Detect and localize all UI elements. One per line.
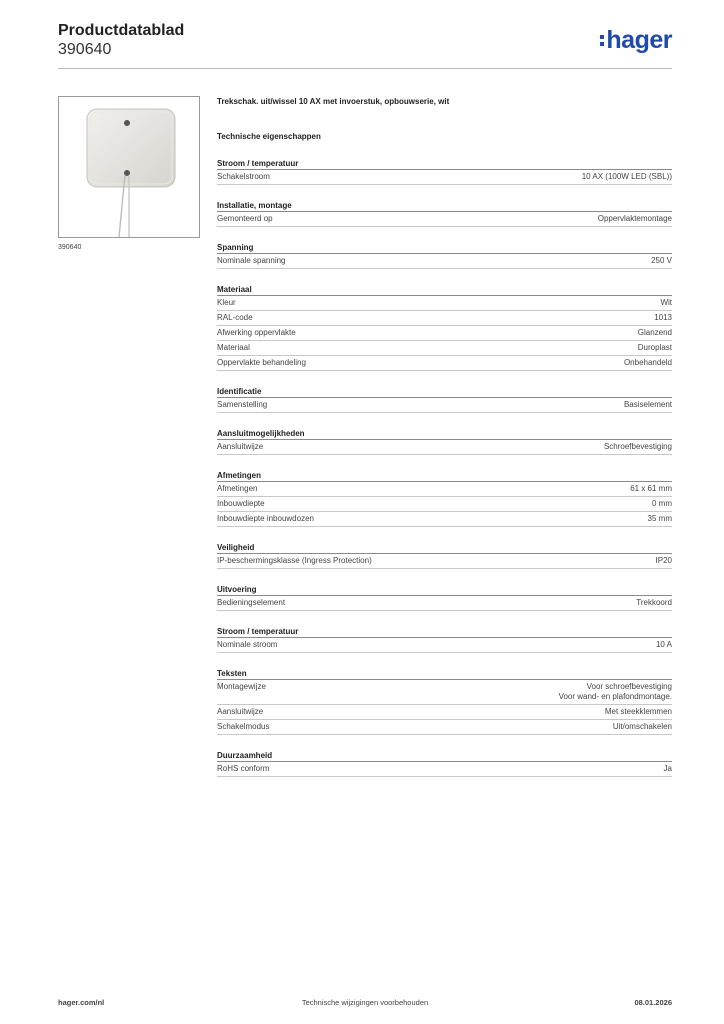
spec-row bbox=[217, 296, 672, 311]
spec-value: Trekkoord bbox=[636, 598, 672, 607]
document-title: Productdatablad bbox=[58, 22, 185, 39]
spec-label: Oppervlakte behandeling bbox=[217, 358, 306, 367]
spec-row bbox=[217, 497, 672, 512]
spec-value: Voor schroefbevestiging Voor wand- en plafondmontage. bbox=[558, 682, 672, 701]
spec-value: Met steekklemmen bbox=[604, 707, 672, 716]
spec-value: 10 A bbox=[655, 640, 672, 649]
spec-row bbox=[217, 482, 672, 497]
spec-value: Schroefbevestiging bbox=[603, 442, 672, 451]
spec-value: Wit bbox=[660, 298, 672, 307]
footer-notice: Technische wijzigingen voorbehouden bbox=[301, 998, 429, 1007]
spec-label: Aansluitwijze bbox=[217, 442, 264, 451]
spec-row bbox=[217, 170, 672, 185]
spec-row bbox=[217, 762, 672, 777]
spec-value: Glanzend bbox=[637, 328, 672, 337]
section-title: Identificatie bbox=[217, 386, 672, 398]
spec-label: Inbouwdiepte inbouwdozen bbox=[217, 514, 314, 523]
spec-value: 0 mm bbox=[652, 499, 672, 508]
spec-section bbox=[217, 750, 672, 777]
spec-value: Basiselement bbox=[623, 400, 672, 409]
section-title: Veiligheid bbox=[217, 542, 672, 554]
spec-row bbox=[217, 212, 672, 227]
spec-label: RoHS conform bbox=[217, 764, 270, 773]
spec-section bbox=[217, 470, 672, 527]
logo-mark-icon bbox=[600, 35, 604, 46]
spec-label: Gemonteerd op bbox=[217, 214, 273, 223]
spec-section bbox=[217, 542, 672, 569]
spec-value: 1013 bbox=[654, 313, 672, 322]
spec-label: Afmetingen bbox=[217, 484, 258, 493]
spec-label: RAL-code bbox=[217, 313, 253, 322]
footer-website: hager.com/nl bbox=[58, 998, 105, 1007]
spec-row bbox=[217, 720, 672, 735]
spec-label: IP-beschermingsklasse (Ingress Protection) bbox=[217, 556, 372, 565]
spec-row bbox=[217, 638, 672, 653]
spec-label: Schakelstroom bbox=[217, 172, 270, 181]
spec-value: Onbehandeld bbox=[623, 358, 672, 367]
spec-section bbox=[217, 668, 672, 735]
spec-label: Aansluitwijze bbox=[217, 707, 264, 716]
spec-value: 10 AX (100W LED (SBL)) bbox=[581, 172, 672, 181]
spec-row bbox=[217, 705, 672, 720]
spec-label: Nominale spanning bbox=[217, 256, 286, 265]
spec-row bbox=[217, 398, 672, 413]
spec-label: Kleur bbox=[217, 298, 236, 307]
spec-row bbox=[217, 554, 672, 569]
hager-logo bbox=[600, 26, 672, 55]
spec-label: Montagewijze bbox=[217, 682, 266, 691]
spec-label: Bedieningselement bbox=[217, 598, 286, 607]
image-caption: 390640 bbox=[58, 244, 82, 251]
spec-section bbox=[217, 584, 672, 611]
product-image bbox=[58, 96, 200, 238]
spec-section bbox=[217, 626, 672, 653]
spec-section bbox=[217, 158, 672, 185]
spec-section bbox=[217, 386, 672, 413]
spec-label: Nominale stroom bbox=[217, 640, 278, 649]
spec-row bbox=[217, 440, 672, 455]
spec-label: Materiaal bbox=[217, 343, 250, 352]
spec-section bbox=[217, 428, 672, 455]
spec-content bbox=[217, 96, 672, 777]
product-number: 390640 bbox=[58, 41, 112, 58]
spec-row bbox=[217, 596, 672, 611]
logo-text: hager bbox=[606, 26, 672, 54]
section-title: Installatie, montage bbox=[217, 200, 672, 212]
spec-value: Oppervlaktemontage bbox=[597, 214, 672, 223]
section-title: Spanning bbox=[217, 242, 672, 254]
spec-row bbox=[217, 356, 672, 371]
spec-row bbox=[217, 326, 672, 341]
spec-label: Inbouwdiepte bbox=[217, 499, 265, 508]
spec-section bbox=[217, 284, 672, 371]
spec-row bbox=[217, 680, 672, 705]
spec-value: IP20 bbox=[655, 556, 672, 565]
section-title: Stroom / temperatuur bbox=[217, 158, 672, 170]
section-title: Stroom / temperatuur bbox=[217, 626, 672, 638]
spec-value: Ja bbox=[663, 764, 672, 773]
product-description: Trekschak. uit/wissel 10 AX met invoerstuk, opbouwserie, wit bbox=[217, 97, 450, 106]
spec-value: Duroplast bbox=[637, 343, 672, 352]
spec-label: Afwerking oppervlakte bbox=[217, 328, 296, 337]
spec-section bbox=[217, 200, 672, 227]
spec-value: 250 V bbox=[651, 256, 672, 265]
spec-row bbox=[217, 254, 672, 269]
page-header bbox=[58, 22, 672, 70]
section-title: Duurzaamheid bbox=[217, 750, 672, 762]
tech-properties-heading: Technische eigenschappen bbox=[217, 132, 321, 141]
section-title: Aansluitmogelijkheden bbox=[217, 428, 672, 440]
spec-section bbox=[217, 242, 672, 269]
spec-value: 61 x 61 mm bbox=[630, 484, 672, 493]
pull-switch-illustration bbox=[59, 97, 199, 237]
spec-value: Uit/omschakelen bbox=[612, 722, 672, 731]
footer-date: 08.01.2026 bbox=[634, 998, 672, 1007]
spec-label: Samenstelling bbox=[217, 400, 268, 409]
section-title: Afmetingen bbox=[217, 470, 672, 482]
section-title: Materiaal bbox=[217, 284, 672, 296]
spec-sections bbox=[217, 158, 672, 777]
header-divider bbox=[58, 68, 672, 69]
section-title: Teksten bbox=[217, 668, 672, 680]
spec-value: 35 mm bbox=[647, 514, 672, 523]
spec-row bbox=[217, 311, 672, 326]
section-title: Uitvoering bbox=[217, 584, 672, 596]
spec-row bbox=[217, 512, 672, 527]
spec-label: Schakelmodus bbox=[217, 722, 270, 731]
spec-row bbox=[217, 341, 672, 356]
